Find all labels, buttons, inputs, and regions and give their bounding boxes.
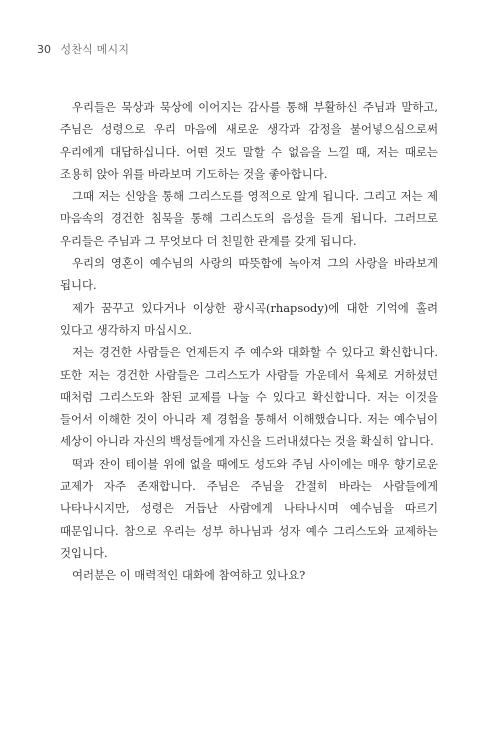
book-title: 성찬식 메시지 xyxy=(60,43,130,56)
paragraph: 우리들은 묵상과 묵상에 이어지는 감사를 통해 부활하신 주님과 말하고, 주님은 성령으로 우리 마음에 새로운 생각과 감정을 불어넣으심으로써 우리에게 대답하십니다. 어떤 것도 말할 수 없음을 느낄 때, 저는 때로는 조용히 앉아 위를 바라보며 기도하는 것을 좋아합니다. xyxy=(60,100,438,181)
running-header xyxy=(37,41,129,57)
paragraph: 여러분은 이 매력적인 대화에 참여하고 있나요? xyxy=(72,568,306,583)
paragraph: 저는 경건한 사람들은 언제든지 주 예수와 대화할 수 있다고 확신합니다. 또한 저는 경건한 사람들은 그리스도가 사람들 가운데서 육체로 거하셨던 때처럼 그리스도와 참된 교제를 나눌 수 있다고 확신합니다. 저는 이것을 들어서 이해한 것이 아니라 제 경험을 통해서 이해했습니다. 저는 예수님이 세상이 아니라 자신의 백성들에게 자신을 드러내셨다는 것을 확실히 압니다. xyxy=(60,345,438,449)
body-text xyxy=(60,96,438,587)
paragraph: 그때 저는 신앙을 통해 그리스도를 영적으로 알게 됩니다. 그리고 저는 제 마음속의 경건한 침묵을 통해 그리스도의 음성을 듣게 됩니다. 그러므로 우리들은 주님과 그 무엇보다 더 친밀한 관계를 갖게 됩니다. xyxy=(60,189,438,248)
paragraph: 우리의 영혼이 예수님의 사랑의 따뜻함에 녹아져 그의 사랑을 바라보게 됩니다. xyxy=(60,256,438,293)
paragraph: 제가 꿈꾸고 있다거나 이상한 광시곡(rhapsody)에 대한 기억에 홀려 있다고 생각하지 마십시오. xyxy=(60,300,438,337)
page-number: 30 xyxy=(37,43,51,56)
paragraph: 떡과 잔이 테이블 위에 없을 때에도 성도와 주님 사이에는 매우 향기로운 교제가 자주 존재합니다. 주님은 주님을 간절히 바라는 사람들에게 나타나시지만, 성령은 거듭난 사람에게 나타나시며 예수님을 따르기 때문입니다. 참으로 우리는 성부 하나님과 성자 예수 그리스도와 교제하는 것입니다. xyxy=(60,456,438,560)
